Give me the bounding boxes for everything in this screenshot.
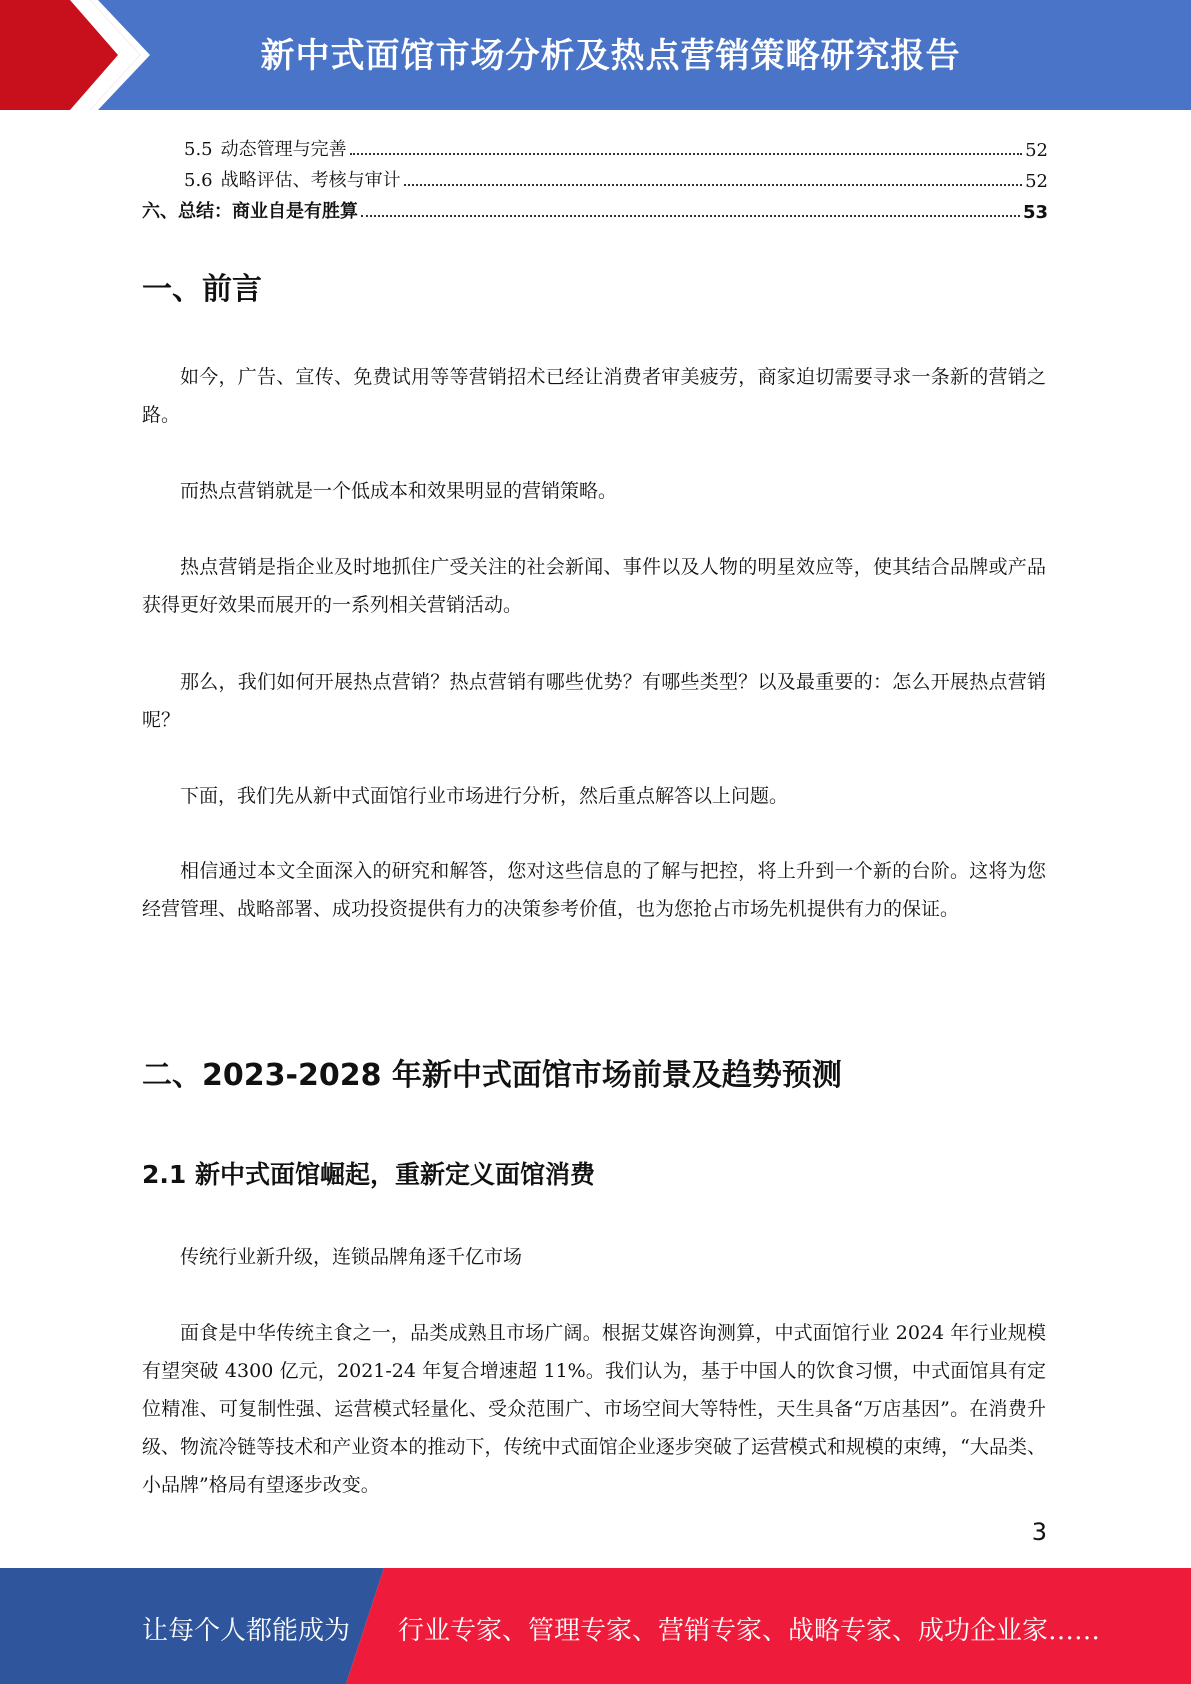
toc-entry-title: 六、总结：商业自是有胜算 (142, 201, 358, 222)
toc-entry-page: 53 (1022, 202, 1048, 223)
toc-leader (361, 214, 1020, 217)
page-number: 3 (1031, 1518, 1047, 1546)
paragraph: 相信通过本文全面深入的研究和解答，您对这些信息的了解与把控，将上升到一个新的台阶。这将为您经营管理、战略部署、成功投资提供有力的决策参考价值，也为您抢占市场先机提供有力的保证。 (142, 860, 1046, 920)
toc-entry-number: 5.5 (184, 139, 213, 160)
toc-entry-page: 52 (1025, 171, 1048, 192)
footer-slogan-right: 行业专家、管理专家、营销专家、战略专家、成功企业家…… (398, 1616, 1101, 1646)
toc-entry[interactable] (142, 130, 1048, 161)
paragraph: 那么，我们如何开展热点营销？热点营销有哪些优势？有哪些类型？以及最重要的：怎么开展热点营销呢？ (142, 671, 1046, 731)
toc-entry-title: 战略评估、考核与审计 (220, 170, 401, 191)
footer-slogan-left: 让每个人都能成为 (142, 1616, 351, 1646)
paragraph: 面食是中华传统主食之一，品类成熟且市场广阔。根据艾媒咨询测算，中式面馆行业 2024 年行业规模有望突破 4300 亿元，2021-24 年复合增速超 11%。我们认为，基于中国人的饮食习惯，中式面馆具有定位精准、可复制性强、运营模式轻量化、受众范围广、市场空间大等特性，天生具备“万店基因”。在消费升级、物流冷链等技术和产业资本的推动下，传统中式面馆企业逐步突破了运营模式和规模的束缚，“大品类、小品牌”格局有望逐步改变。 (142, 1322, 1046, 1496)
paragraph: 如今，广告、宣传、免费试用等等营销招术已经让消费者审美疲劳，商家迫切需要寻求一条新的营销之路。 (142, 366, 1046, 426)
section-heading: 二、2023-2028 年新中式面馆市场前景及趋势预测 (142, 1058, 842, 1093)
toc-entry-title: 动态管理与完善 (220, 139, 347, 160)
toc-entry-page: 52 (1025, 140, 1048, 161)
table-of-contents (142, 130, 1048, 223)
paragraph: 下面，我们先从新中式面馆行业市场进行分析，然后重点解答以上问题。 (180, 785, 789, 807)
paragraph: 传统行业新升级，连锁品牌角逐千亿市场 (180, 1246, 523, 1268)
page-header (0, 0, 1191, 110)
page-footer (0, 1568, 1191, 1684)
header-title: 新中式面馆市场分析及热点营销策略研究报告 (260, 36, 961, 76)
toc-entry[interactable] (142, 192, 1048, 223)
toc-leader (350, 152, 1022, 155)
toc-entry[interactable] (142, 161, 1048, 192)
toc-leader (404, 183, 1022, 186)
paragraph: 热点营销是指企业及时地抓住广受关注的社会新闻、事件以及人物的明星效应等，使其结合品牌或产品获得更好效果而展开的一系列相关营销活动。 (142, 556, 1046, 616)
paragraph: 而热点营销就是一个低成本和效果明显的营销策略。 (180, 480, 618, 502)
subsection-heading: 2.1 新中式面馆崛起，重新定义面馆消费 (142, 1160, 595, 1189)
section-heading: 一、前言 (142, 272, 262, 307)
toc-entry-number: 5.6 (184, 170, 213, 191)
